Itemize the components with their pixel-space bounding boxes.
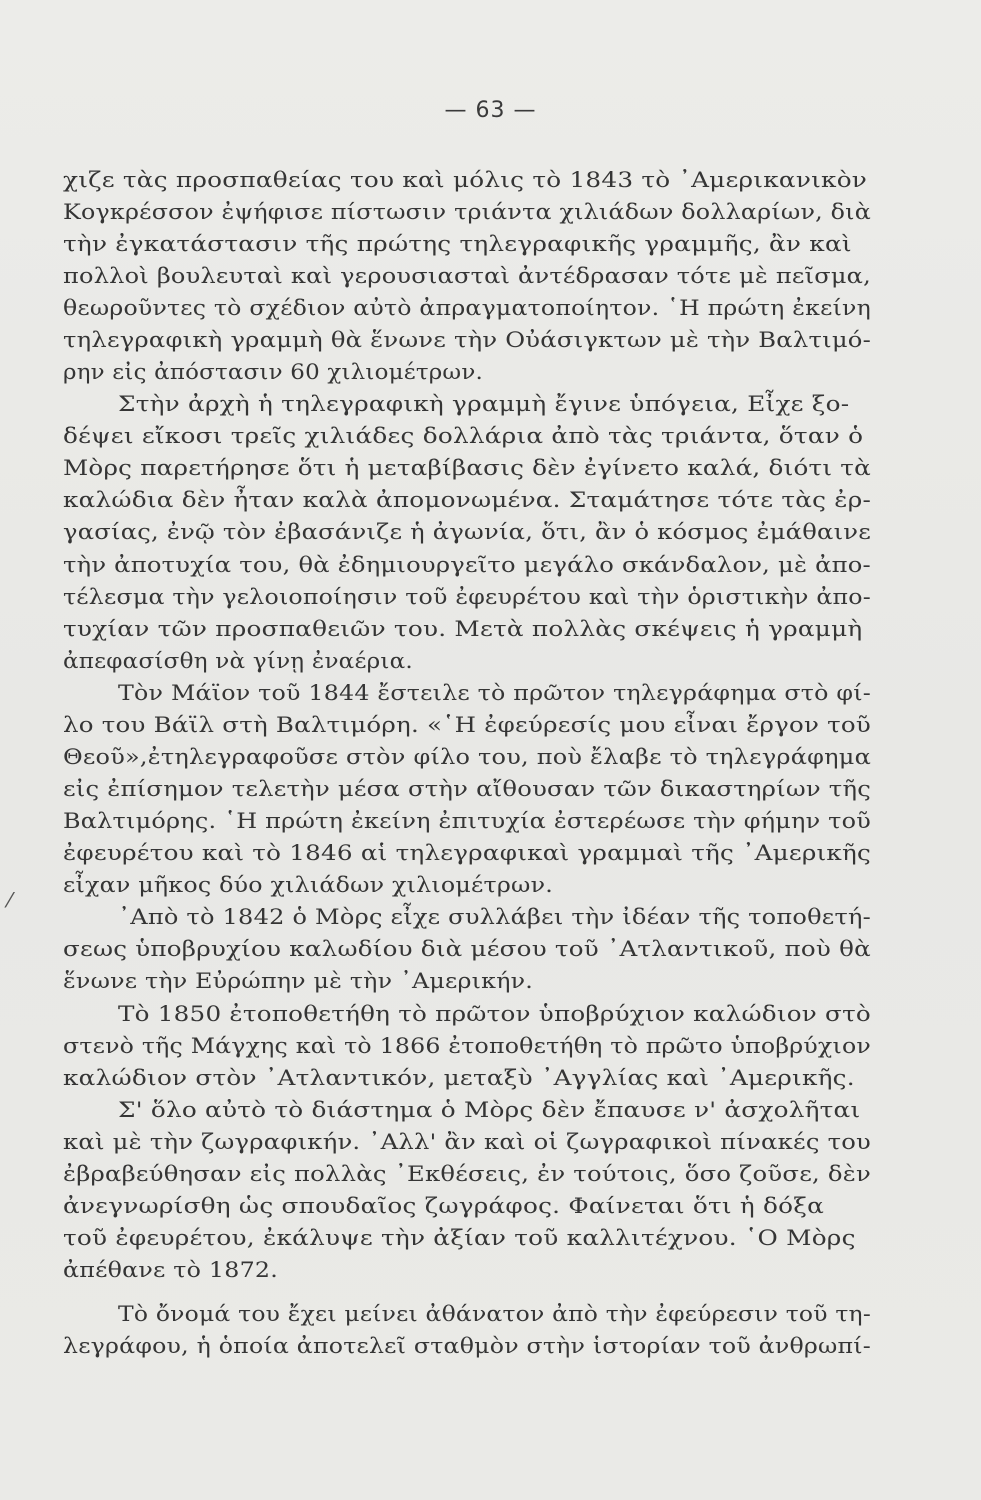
text-line: τέλεσμα τὴν γελοιοποίησιν τοῦ ἐφευρέτου καὶ τὴν ὁριστικὴν ἀπο- bbox=[63, 585, 872, 610]
text-line: ἐφευρέτου καὶ τὸ 1846 αἱ τηλεγραφικαὶ γραμμαὶ τῆς ᾿Αμερικῆς bbox=[63, 841, 872, 866]
margin-mark: ⁄ bbox=[8, 888, 12, 912]
text-line: Κογκρέσσον ἐψήφισε πίστωσιν τριάντα χιλιάδων δολλαρίων, διὰ bbox=[63, 200, 871, 225]
text-line: Θεοῦ»,ἐτηλεγραφοῦσε στὸν φίλο του, ποὺ ἔλαβε τὸ τηλεγράφημα bbox=[63, 745, 872, 770]
text-line: ἕνωνε τὴν Εὐρώπην μὲ τὴν ᾿Αμερικήν. bbox=[63, 969, 534, 994]
text-line: Τὸ ὄνομά του ἔχει μείνει ἀθάνατον ἀπὸ τὴν ἐφεύρεσιν τοῦ τη- bbox=[118, 1302, 871, 1327]
text-line: θεωροῦντες τὸ σχέδιον αὐτὸ ἀπραγματοποίητον. ῾Η πρώτη ἐκείνη bbox=[63, 296, 871, 321]
text-line: στενὸ τῆς Μάγχης καὶ τὸ 1866 ἐτοποθετήθη τὸ πρῶτο ὑποβρύχιον bbox=[63, 1034, 871, 1059]
text-line: ἐβραβεύθησαν εἰς πολλὰς ᾿Εκθέσεις, ἐν τούτοις, ὅσο ζοῦσε, δὲν bbox=[63, 1162, 871, 1187]
text-line: γασίας, ἐνῷ τὸν ἐβασάνιζε ἡ ἀγωνία, ὅτι, ἂν ὁ κόσμος ἐμάθαινε bbox=[63, 520, 872, 545]
text-line: ρην εἰς ἀπόστασιν 60 χιλιομέτρων. bbox=[63, 360, 483, 385]
text-line: ᾿Απὸ τὸ 1842 ὁ Μὸρς εἶχε συλλάβει τὴν ἰδέαν τῆς τοποθετή- bbox=[118, 905, 871, 930]
text-line: Σ' ὅλο αὐτὸ τὸ διάστημα ὁ Μὸρς δὲν ἔπαυσε ν' ἀσχολῆται bbox=[118, 1098, 861, 1123]
text-line: εἰς ἐπίσημον τελετὴν μέσα στὴν αἴθουσαν τῶν δικαστηρίων τῆς bbox=[63, 777, 872, 802]
text-line: καλώδια δὲν ἦταν καλὰ ἀπομονωμένα. Σταμάτησε τότε τὰς ἐρ- bbox=[63, 488, 872, 513]
page-number: — 63 — bbox=[444, 98, 537, 123]
text-line: σεως ὑποβρυχίου καλωδίου διὰ μέσου τοῦ ᾿Ατλαντικοῦ, ποὺ θὰ bbox=[63, 937, 871, 962]
text-line: τοῦ ἐφευρέτου, ἐκάλυψε τὴν ἀξίαν τοῦ καλλιτέχνου. ῾Ο Μὸρς bbox=[63, 1226, 856, 1251]
text-line: Μὸρς παρετήρησε ὅτι ἡ μεταβίβασις δὲν ἐγίνετο καλά, διότι τὰ bbox=[63, 456, 871, 481]
text-line: καλώδιον στὸν ᾿Ατλαντικόν, μεταξὺ ᾿Αγγλίας καὶ ᾿Αμερικῆς. bbox=[63, 1066, 855, 1091]
text-line: Τὸ 1850 ἐτοποθετήθη τὸ πρῶτον ὑποβρύχιον καλώδιον στὸ bbox=[118, 1002, 871, 1027]
text-line: τὴν ἐγκατάστασιν τῆς πρώτης τηλεγραφικῆς γραμμῆς, ἂν καὶ bbox=[63, 232, 852, 257]
text-line: λεγράφου, ἡ ὁποία ἀποτελεῖ σταθμὸν στὴν ἱστορίαν τοῦ ἀνθρωπί- bbox=[63, 1334, 871, 1359]
text-line: ἀνεγνωρίσθη ὡς σπουδαῖος ζωγράφος. Φαίνεται ὅτι ἡ δόξα bbox=[63, 1194, 825, 1219]
text-line: Τὸν Μάϊον τοῦ 1844 ἔστειλε τὸ πρῶτον τηλεγράφημα στὸ φί- bbox=[118, 681, 871, 706]
text-line: τὴν ἀποτυχία του, θὰ ἐδημιουργεῖτο μεγάλο σκάνδαλον, μὲ ἀπο- bbox=[63, 553, 871, 578]
text-line: Στὴν ἀρχὴ ἡ τηλεγραφικὴ γραμμὴ ἔγινε ὑπόγεια, Εἶχε ξο- bbox=[118, 392, 850, 417]
text-line: Βαλτιμόρης. ῾Η πρώτη ἐκείνη ἐπιτυχία ἐστερέωσε τὴν φήμην τοῦ bbox=[63, 809, 872, 834]
text-line: εἶχαν μῆκος δύο χιλιάδων χιλιομέτρων. bbox=[63, 873, 553, 898]
text-line: τυχίαν τῶν προσπαθειῶν του. Μετὰ πολλὰς σκέψεις ἡ γραμμὴ bbox=[63, 617, 863, 642]
text-line: ἀπεφασίσθη νὰ γίνῃ ἐναέρια. bbox=[63, 649, 413, 674]
text-line: λο του Βάϊλ στὴ Βαλτιμόρη. «῾Η ἐφεύρεσίς μου εἶναι ἔργον τοῦ bbox=[63, 713, 872, 738]
text-line: ἀπέθανε τὸ 1872. bbox=[63, 1258, 279, 1283]
text-line: πολλοὶ βουλευταὶ καὶ γερουσιασταὶ ἀντέδρασαν τότε μὲ πεῖσμα, bbox=[63, 264, 872, 289]
text-line: χιζε τὰς προσπαθείας του καὶ μόλις τὸ 1843 τὸ ᾿Αμερικανικὸν bbox=[63, 168, 868, 193]
text-line: δέψει εἴκοσι τρεῖς χιλιάδες δολλάρια ἀπὸ τὰς τριάντα, ὅταν ὁ bbox=[63, 424, 864, 449]
text-line: τηλεγραφικὴ γραμμὴ θὰ ἕνωνε τὴν Οὐάσιγκτων μὲ τὴν Βαλτιμό- bbox=[63, 328, 872, 353]
text-line: καὶ μὲ τὴν ζωγραφικήν. ᾿Αλλ' ἂν καὶ οἱ ζωγραφικοὶ πίνακές του bbox=[63, 1130, 872, 1155]
